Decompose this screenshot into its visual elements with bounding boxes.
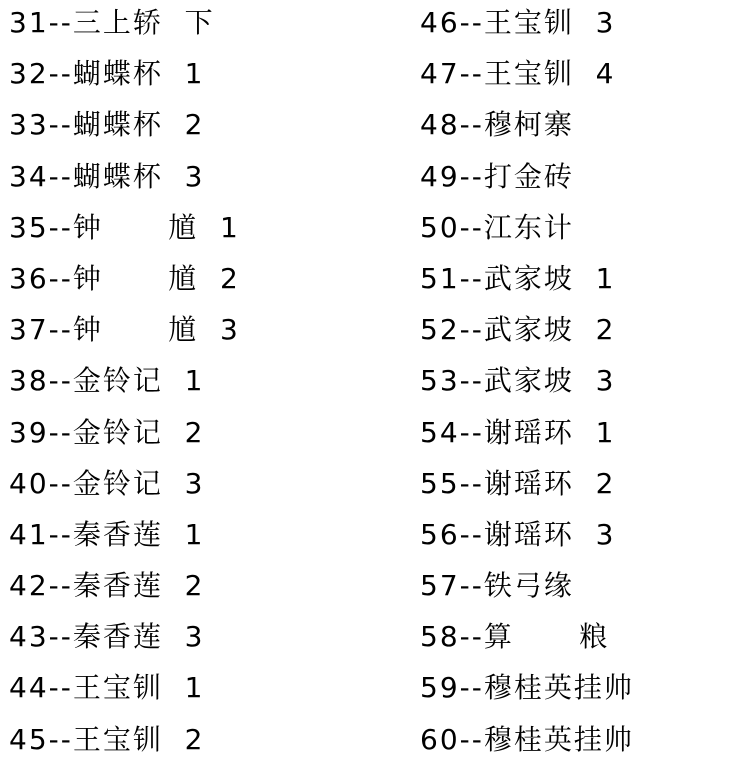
list-item: 37--钟 馗 3	[9, 313, 240, 347]
list-item: 40--金铃记 3	[9, 466, 205, 500]
list-item: 32--蝴蝶杯 1	[9, 57, 205, 91]
list-item: 58--算 粮	[420, 620, 610, 654]
list-item: 50--江东计	[420, 210, 574, 244]
list-item: 47--王宝钏 4	[420, 57, 616, 91]
list-item: 44--王宝钏 1	[9, 671, 205, 705]
list-item: 43--秦香莲 3	[9, 620, 205, 654]
list-item: 46--王宝钏 3	[420, 6, 616, 39]
right-column	[420, 0, 634, 768]
list-item: 51--武家坡 1	[420, 261, 616, 295]
list-item: 60--穆桂英挂帅	[420, 722, 634, 756]
list-item: 39--金铃记 2	[9, 415, 205, 449]
list-item: 55--谢瑶环 2	[420, 466, 616, 500]
list-item: 54--谢瑶环 1	[420, 415, 616, 449]
list-item: 42--秦香莲 2	[9, 569, 205, 603]
list-item: 41--秦香莲 1	[9, 517, 205, 551]
list-item: 33--蝴蝶杯 2	[9, 108, 205, 142]
list-item: 48--穆柯寨	[420, 108, 574, 142]
list-item: 36--钟 馗 2	[9, 261, 240, 295]
left-column	[9, 0, 240, 768]
list-item: 53--武家坡 3	[420, 364, 616, 398]
list-item: 34--蝴蝶杯 3	[9, 159, 205, 193]
list-item: 57--铁弓缘	[420, 569, 574, 603]
list-item: 56--谢瑶环 3	[420, 517, 616, 551]
list-item: 31--三上轿 下	[9, 6, 215, 39]
list-item: 49--打金砖	[420, 159, 574, 193]
list-item: 59--穆桂英挂帅	[420, 671, 634, 705]
list-item: 38--金铃记 1	[9, 364, 205, 398]
list-item: 52--武家坡 2	[420, 313, 616, 347]
list-item: 45--王宝钏 2	[9, 722, 205, 756]
list-item: 35--钟 馗 1	[9, 210, 240, 244]
